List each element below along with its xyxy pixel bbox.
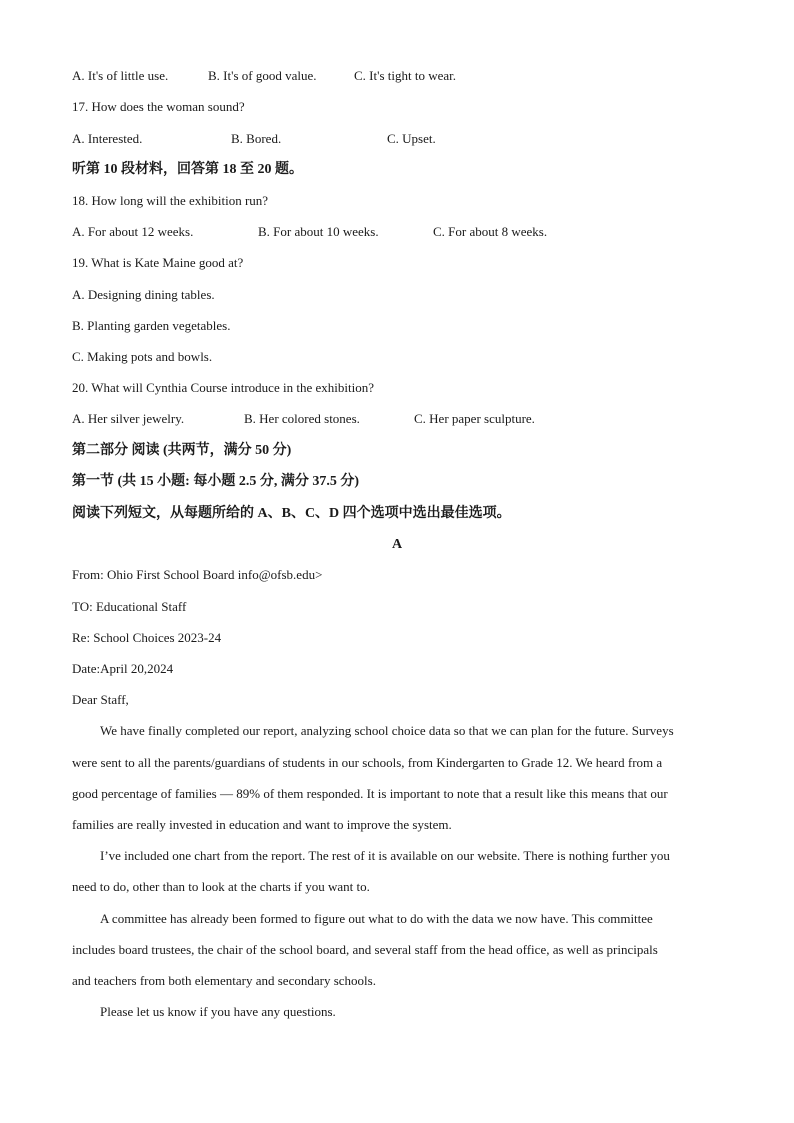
p3-line-3: and teachers from both elementary and secondary schools. bbox=[72, 973, 376, 988]
q17-option-b: B. Bored. bbox=[231, 131, 282, 146]
p2-line-2: need to do, other than to look at the charts if you want to. bbox=[72, 879, 370, 894]
reading-instruction: 阅读下列短文，从每题所给的 A、B、C、D 四个选项中选出最佳选项。 bbox=[72, 506, 511, 521]
memo-from: From: Ohio First School Board info@ofsb.edu> bbox=[72, 567, 323, 582]
memo-to: TO: Educational Staff bbox=[72, 599, 187, 614]
q20-option-c: C. Her paper sculpture. bbox=[414, 411, 535, 426]
q18-question: 18. How long will the exhibition run? bbox=[72, 193, 269, 208]
memo-re: Re: School Choices 2023-24 bbox=[72, 630, 222, 645]
q16-option-b: B. It's of good value. bbox=[208, 68, 317, 83]
q20-option-a: A. Her silver jewelry. bbox=[72, 411, 185, 426]
part2-heading: 第二部分 阅读 (共两节，满分 50 分) bbox=[72, 443, 292, 458]
q18-option-a: A. For about 12 weeks. bbox=[72, 224, 194, 239]
q19-option-a: A. Designing dining tables. bbox=[72, 287, 215, 302]
p1-line-3: good percentage of families — 89% of them responded. It is important to note that a result like this means that our bbox=[72, 786, 668, 801]
q19-question: 19. What is Kate Maine good at? bbox=[72, 255, 244, 270]
q17-option-c: C. Upset. bbox=[387, 131, 436, 146]
p2-line-1: I’ve included one chart from the report. The rest of it is available on our website. There is nothing further you bbox=[100, 848, 670, 863]
section1-heading: 第一节 (共 15 小题: 每小题 2.5 分, 满分 37.5 分) bbox=[72, 474, 359, 489]
p3-line-1: A committee has already been formed to figure out what to do with the data we now have. This committee bbox=[100, 911, 653, 926]
q19-option-c: C. Making pots and bowls. bbox=[72, 349, 213, 364]
p1-line-4: families are really invested in education and want to improve the system. bbox=[72, 817, 452, 832]
memo-date: Date:April 20,2024 bbox=[72, 661, 174, 676]
q18-option-b: B. For about 10 weeks. bbox=[258, 224, 379, 239]
q18-option-c: C. For about 8 weeks. bbox=[433, 224, 548, 239]
q20-option-b: B. Her colored stones. bbox=[244, 411, 360, 426]
p1-line-2: were sent to all the parents/guardians of students in our schools, from Kindergarten to Grade 12. We heard from a bbox=[72, 755, 663, 770]
q16-option-c: C. It's tight to wear. bbox=[354, 68, 457, 83]
q20-question: 20. What will Cynthia Course introduce in the exhibition? bbox=[72, 380, 374, 395]
q17-question: 17. How does the woman sound? bbox=[72, 99, 245, 114]
q19-option-b: B. Planting garden vegetables. bbox=[72, 318, 231, 333]
section10-instruction: 听第 10 段材料，回答第 18 至 20 题。 bbox=[72, 162, 303, 177]
q17-option-a: A. Interested. bbox=[72, 131, 143, 146]
p4-line-1: Please let us know if you have any questions. bbox=[100, 1004, 336, 1019]
passage-label: A bbox=[391, 537, 403, 552]
q16-option-a: A. It's of little use. bbox=[72, 68, 169, 83]
memo-greeting: Dear Staff, bbox=[72, 692, 129, 707]
p1-line-1: We have finally completed our report, analyzing school choice data so that we can plan for the future. Surveys bbox=[100, 723, 674, 738]
p3-line-2: includes board trustees, the chair of the school board, and several staff from the head office, as well as principals bbox=[72, 942, 658, 957]
